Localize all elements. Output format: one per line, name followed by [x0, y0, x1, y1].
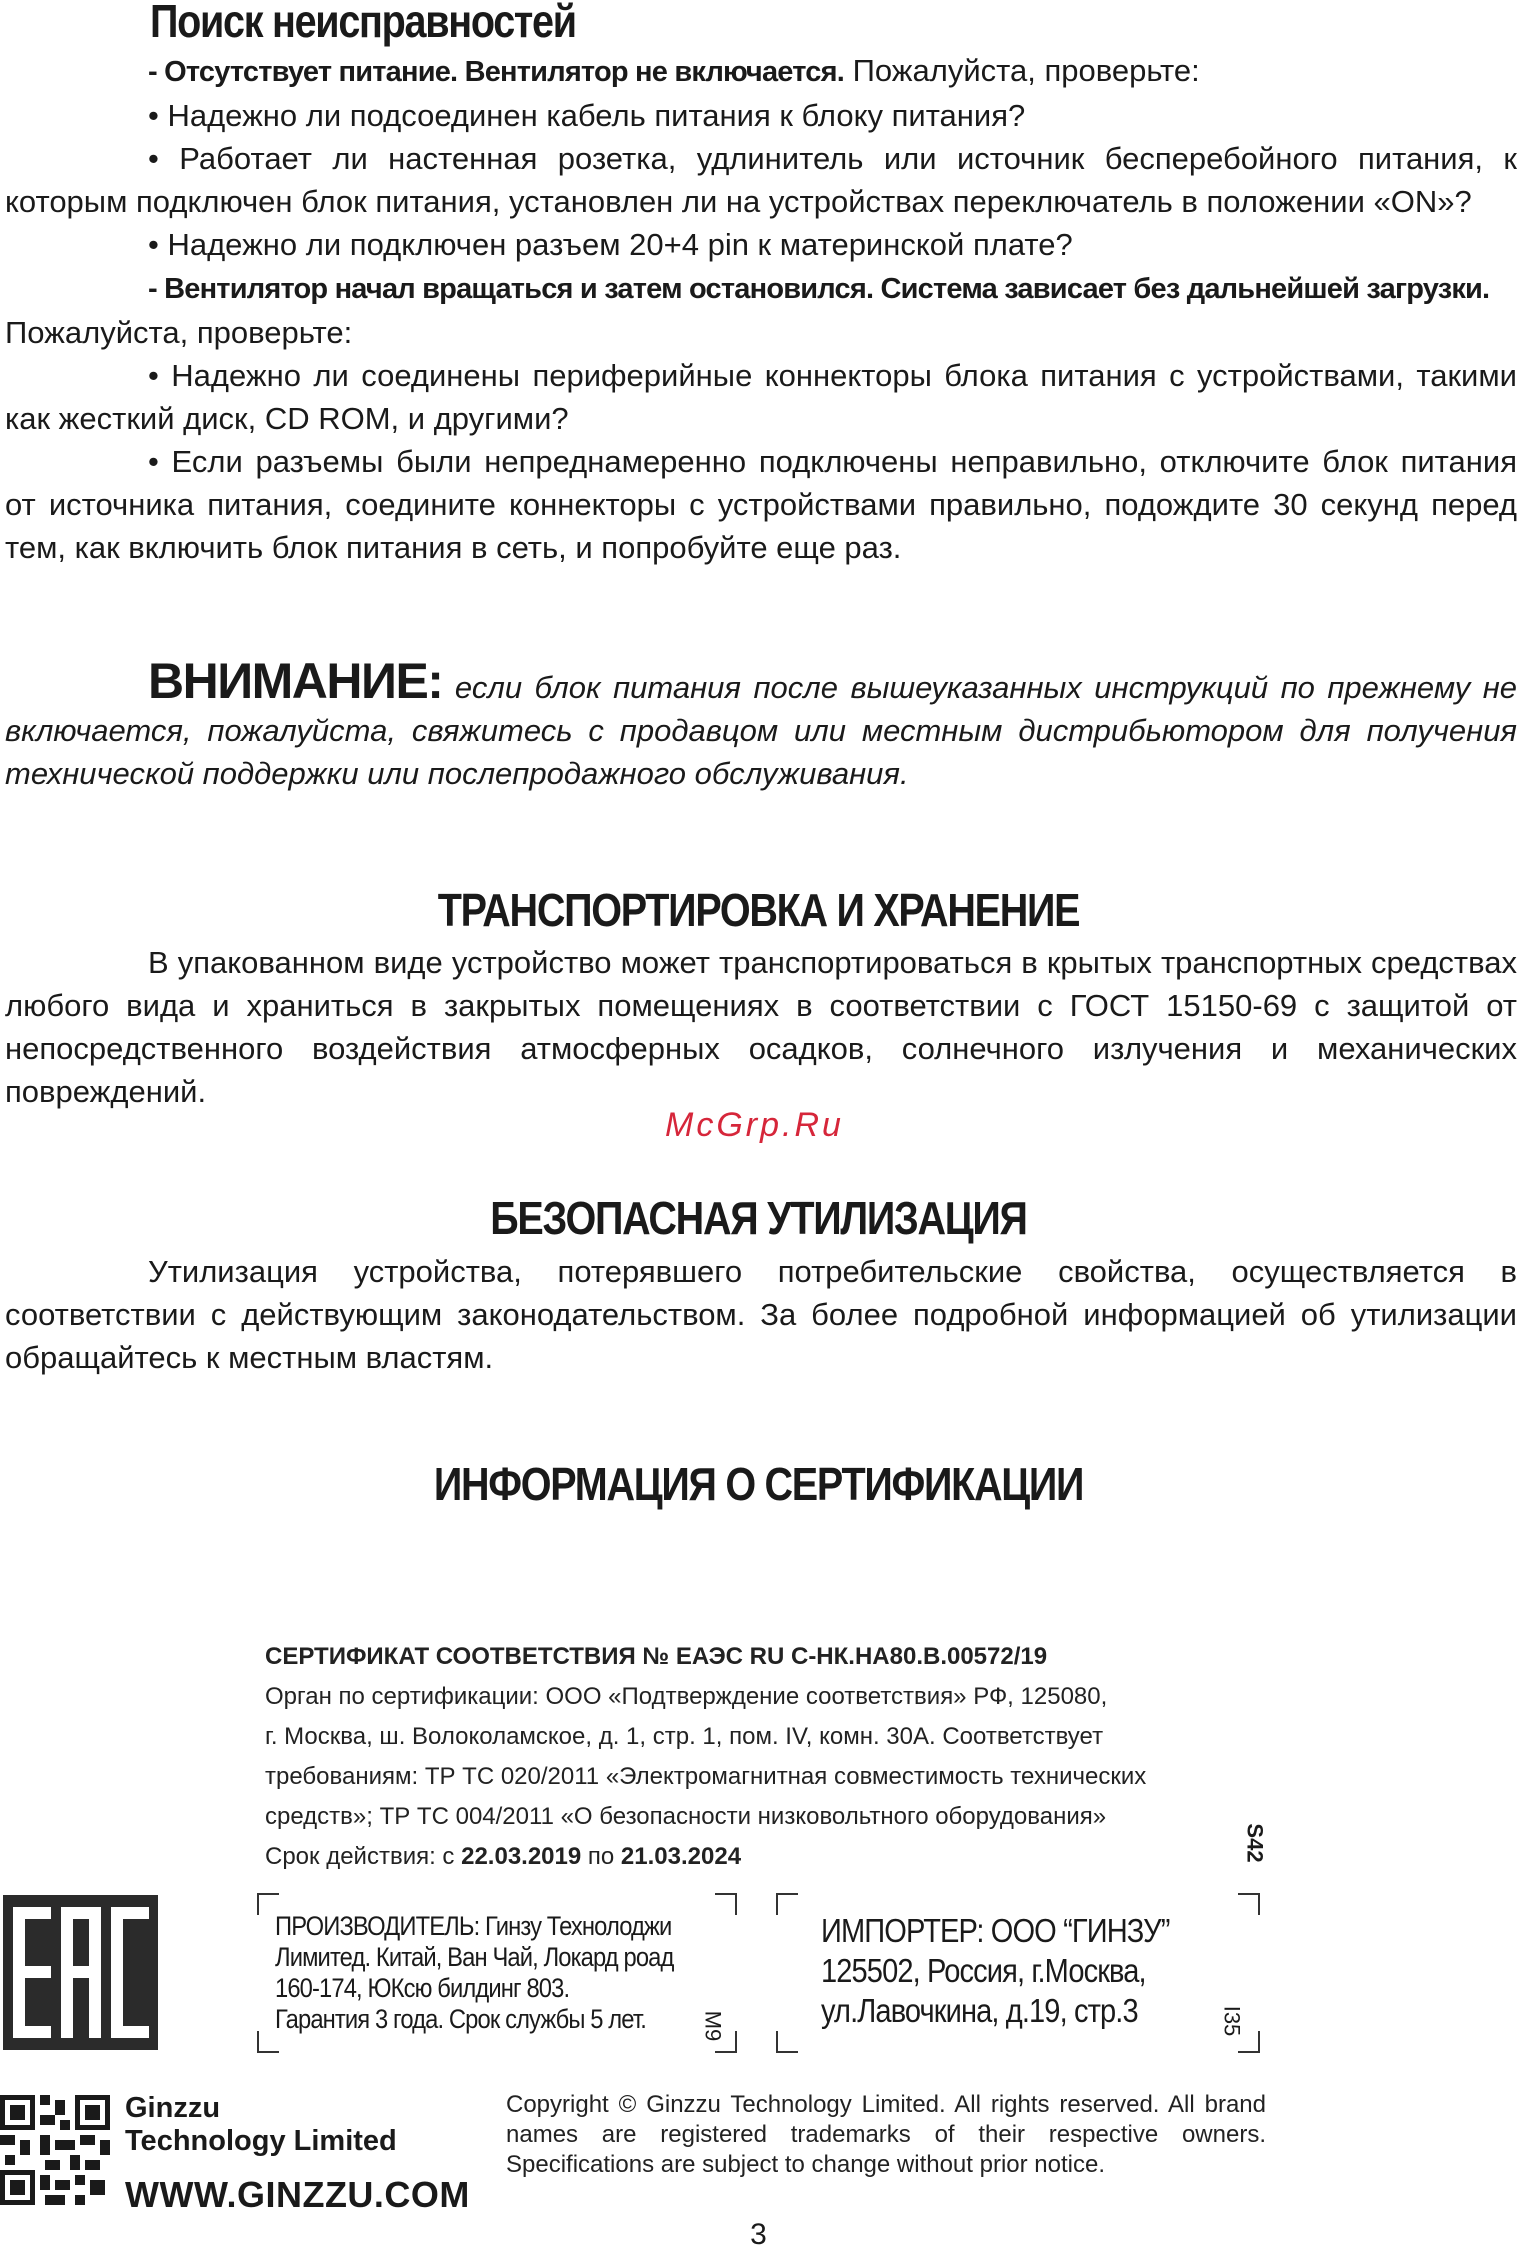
eac-logo [3, 1895, 158, 2050]
case1-item: • Надежно ли подсоединен кабель питания к блоку питания? [148, 98, 1026, 133]
troubleshooting-title: Поиск неисправностей [150, 0, 576, 47]
warning-label: ВНИМАНИЕ: [148, 653, 443, 709]
certificate-line: г. Москва, ш. Волоколамское, д. 1, стр. 1, пом. IV, комн. 30А. Соответствует [265, 1723, 1104, 1750]
case2-item: • Надежно ли соединены периферийные коннекторы блока питания с устройствами, такими как жесткий диск, CD ROM, и другими? [5, 358, 1517, 436]
warning-text: если блок питания после вышеуказанных инструкций по прежнему не включается, пожалуйста, свяжитесь с продавцом или местным дистрибьютором для получения технической поддержки или послепродажного обслуживания. [5, 670, 1517, 791]
case2-lead: - Вентилятор начал вращаться и затем остановился. Система зависает без дальнейшей загрузки. [148, 273, 1490, 305]
watermark: McGrp.Ru [665, 1106, 844, 1144]
page-number: 3 [750, 2218, 767, 2251]
transport-text: В упакованном виде устройство может транспортироваться в крытых транспортных средствах любого вида и храниться в закрытых помещениях в соответствии с ГОСТ 15150-69 с защитой от непосредственного воздействия атмосферных осадков, солнечного излучения и механических повреждений. [5, 945, 1517, 1109]
eac-logo-icon [3, 1895, 158, 2050]
disposal-title: БЕЗОПАСНАЯ УТИЛИЗАЦИЯ [490, 1192, 1027, 1244]
case1-item: • Надежно ли подключен разъем 20+4 pin к материнской плате? [148, 227, 1073, 262]
qr-code [0, 2095, 110, 2205]
troubleshooting-body [5, 49, 1517, 569]
case1-tail: Пожалуйста, проверьте: [843, 53, 1200, 88]
certificate-number: СЕРТИФИКАТ СООТВЕТСТВИЯ № ЕАЭС RU С-НК.НА80.В.00572/19 [265, 1643, 1048, 1670]
copyright-text: Copyright © Ginzzu Technology Limited. All rights reserved. All brand names are registered trademarks of their respective owners. Specifications are subject to change without prior notice. [506, 2091, 1266, 2178]
importer-text: ИМПОРТЕР: ООО “ГИНЗУ” 125502, Россия, г.Москва, ул.Лавочкина, д.19, стр.3 [821, 1912, 1170, 2029]
qr-code-icon [0, 2095, 110, 2205]
case1-lead: - Отсутствует питание. Вентилятор не включается. [148, 56, 844, 88]
manufacturer-text: ПРОИЗВОДИТЕЛЬ: Гинзу Технолоджи Лимитед. Китай, Ван Чай, Локард роад 160-174, ЮКсю билдинг 803. Гарантия 3 года. Срок службы 5 лет. [275, 1911, 674, 2034]
disposal-text: Утилизация устройства, потерявшего потребительские свойства, осуществляется в соответствии с действующим законодательством. За более подробной информацией об утилизации обращайтесь к местным властям. [5, 1254, 1517, 1375]
case2-item: • Если разъемы были непреднамеренно подключены неправильно, отключите блок питания от источника питания, соедините коннекторы с устройствами правильно, подождите 30 секунд перед тем, как включить блок питания в сеть, и попробуйте еще раз. [5, 444, 1517, 565]
certificate-block [265, 1637, 1245, 1877]
certificate-validity: Срок действия: с 22.03.2019 по 21.03.2024 [265, 1843, 742, 1870]
certificate-line: Орган по сертификации: ООО «Подтверждение соответствия» РФ, 125080, [265, 1683, 1108, 1710]
company-name: Ginzzu Technology Limited [125, 2092, 397, 2157]
case1-heading [5, 49, 1517, 94]
warning-block [5, 653, 1517, 795]
transport-title: ТРАНСПОРТИРОВКА И ХРАНЕНИЕ [437, 884, 1080, 936]
case2-tail: Пожалуйста, проверьте: [5, 315, 353, 350]
manufacturer-side-code: M9 [700, 2010, 726, 2042]
importer-side-code: I35 [1219, 2005, 1245, 2037]
case2-heading [5, 266, 1517, 311]
importer-box [776, 1893, 1260, 2053]
manufacturer-box [257, 1893, 737, 2053]
certificate-line: средств»; ТР ТС 004/2011 «О безопасности низковольтного оборудования» [265, 1803, 1107, 1830]
date-to: 21.03.2024 [620, 1843, 742, 1870]
date-from: 22.03.2019 [461, 1843, 582, 1870]
certification-title: ИНФОРМАЦИЯ О СЕРТИФИКАЦИИ [433, 1458, 1084, 1510]
cert-side-code: S42 [1242, 1823, 1268, 1863]
certificate-line: требованиям: ТР ТС 020/2011 «Электромагнитная совместимость технических [265, 1763, 1147, 1790]
website-link[interactable]: WWW.GINZZU.COM [125, 2174, 470, 2215]
case1-item: • Работает ли настенная розетка, удлинитель или источник бесперебойного питания, к которым подключен блок питания, установлен ли на устройствах переключатель в положении «ON»? [5, 141, 1517, 219]
